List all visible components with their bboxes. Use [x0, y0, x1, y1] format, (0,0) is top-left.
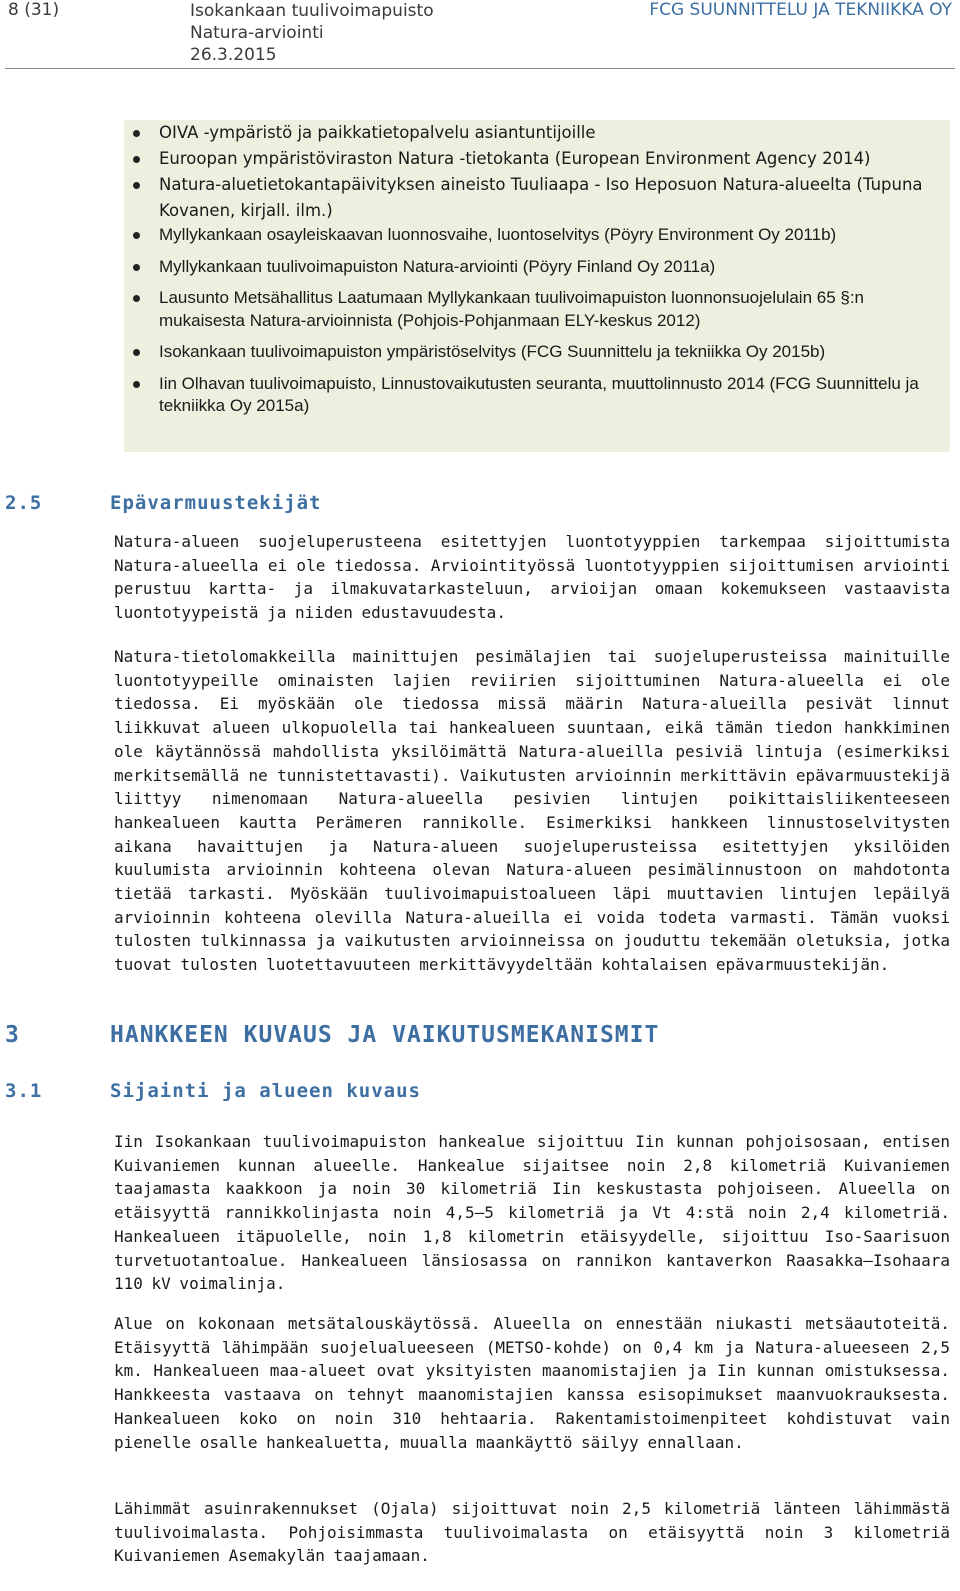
paragraph: Natura-tietolomakkeilla mainittujen pesimälajien tai suojeluperusteissa mainituille luontotyypeille ominaisten lajien reviirien sijoittuminen Natura-alueella ei ole tiedossa. Ei myöskään ole tiedossa missä määrin Natura-alueilla pesivät linnut liikkuvat alueen ulkopuolella tai hankealueen suuntaan, eikä tämän tiedon hankkiminen ole käytännössä mahdollista yksilöimättä Natura-alueilla pesiviä lintuja (esimerkiksi merkitsemällä ne tunnistettavasti). Vaikutusten arvioinnin merkittävin epävarmuustekijä liittyy nimenomaan Natura-alueella pesivien lintujen poikittaisliikenteeseen hankealueen kautta Perämeren rannikolle. Esimerkiksi hankkeen linnustoselvitysten aikana havaittujen ja Natura-alueen suojeluperusteissa esitettyjen yksilöiden kuulumista arvioinnin kohteena olevan Natura-alueen pesimälinnustoon on mahdotonta tietää tarkasti. Myöskään tuulivoimapuistoalueen läpi muuttavien lintujen lepäilyä arvioinnin kohteena olevilla Natura-alueilla ei voida todeta varmasti. Tämän vuoksi tulosten tulkinnassa ja vaikutusten arvioinneissa on jouduttu tekemään oletuksia, jotka tuovat tulosten luotettavuuteen merkittävyydeltään kohtalaisen epävarmuustekijän.: [114, 647, 950, 975]
list-item: Isokankaan tuulivoimapuiston ympäristöselvitys (FCG Suunnittelu ja tekniikka Oy 2015b): [124, 341, 950, 364]
section-number: 2.5: [5, 492, 43, 514]
sources-list-primary: [124, 120, 950, 224]
document-subtitle: Natura-arviointi: [190, 23, 324, 43]
list-item: Myllykankaan tuulivoimapuiston Natura-arviointi (Pöyry Finland Oy 2011a): [124, 256, 950, 279]
bullet-icon: [133, 232, 140, 239]
sources-list-secondary: [124, 224, 950, 418]
list-item: Euroopan ympäristöviraston Natura -tietokanta (European Environment Agency 2014): [124, 146, 950, 172]
paragraph: Alue on kokonaan metsätalouskäytössä. Alueella on ennestään niukasti metsäautoteitä. Etäisyyttä lähimpään suojelualueeseen (METSO-kohde) on 0,4 km ja Natura-alueeseen 2,5 km. Hankealueen maa-alueet ovat yksityisten maanomistajien ja Iin kunnan omistuksessa. Hankkeesta vastaava on tehnyt maanomistajien kanssa esisopimukset maanvuokrauksesta. Hankealueen koko on noin 310 hehtaaria. Rakentamistoimenpiteet kohdistuvat vain pienelle osalle hankealuetta, muualla maankäyttö säilyy ennallaan.: [114, 1314, 950, 1452]
document-date: 26.3.2015: [190, 45, 277, 65]
list-item: Myllykankaan osayleiskaavan luonnosvaihe, luontoselvitys (Pöyry Environment Oy 2011b): [124, 224, 950, 247]
bullet-icon: [133, 182, 140, 189]
page-header: [0, 0, 960, 70]
header-divider: [5, 68, 955, 69]
list-item: OIVA -ympäristö ja paikkatietopalvelu asiantuntijoille: [124, 120, 950, 146]
list-item: Lausunto Metsähallitus Laatumaan Myllykankaan tuulivoimapuiston luonnonsuojelulain 65 §:n mukaisesta Natura-arvioinnista (Pohjois-Pohjanmaan ELY-keskus 2012): [124, 287, 950, 332]
section-heading-3-1: [5, 1080, 605, 1106]
document-title: Isokankaan tuulivoimapuisto: [190, 1, 434, 21]
bullet-icon: [133, 295, 140, 302]
section-number: 3: [5, 1022, 20, 1048]
document-info: [190, 0, 434, 66]
company-name: FCG SUUNNITTELU JA TEKNIIKKA OY: [649, 0, 952, 20]
bullet-icon: [133, 156, 140, 163]
paragraph: Natura-alueen suojeluperusteena esitettyjen luontotyyppien tarkempaa sijoittumista Natura-alueella ei ole tiedossa. Arviointityössä luontotyyppien sijoittumisen arviointi perustuu kartta- ja ilmakuvatarkasteluun, arvioijan omaan kokemukseen vastaavista luontotyypeistä ja niiden edustavuudesta.: [114, 532, 950, 623]
chapter-heading-3: [5, 1022, 905, 1054]
bullet-icon: [133, 349, 140, 356]
bullet-icon: [133, 130, 140, 137]
page-number: 8 (31): [8, 0, 60, 20]
paragraph: Lähimmät asuinrakennukset (Ojala) sijoittuvat noin 2,5 kilometriä länteen lähimmästä tuulivoimalasta. Pohjoisimmasta tuulivoimalasta on etäisyyttä noin 3 kilometriä Kuivaniemen Asemakylän taajamaan.: [114, 1499, 950, 1566]
sources-box: [124, 120, 950, 452]
section-title: Epävarmuustekijät: [110, 492, 322, 514]
list-item: Natura-aluetietokantapäivityksen aineisto Tuuliaapa - Iso Heposuon Natura-alueelta (Tupuna Kovanen, kirjall. ilm.): [124, 172, 950, 224]
bullet-icon: [133, 381, 140, 388]
section-title: Sijainti ja alueen kuvaus: [110, 1080, 421, 1102]
paragraph: Iin Isokankaan tuulivoimapuiston hankealue sijoittuu Iin kunnan pohjoisosaan, entisen Kuivaniemen kunnan alueelle. Hankealue sijaitsee noin 2,8 kilometriä Kuivaniemen taajamasta kaakkoon ja noin 30 kilometriä Iin keskustasta pohjoiseen. Alueella on etäisyyttä rannikkolinjasta noin 4,5–5 kilometriä ja Vt 4:stä noin 2,4 kilometriä. Hankealueen itäpuolelle, noin 1,8 kilometrin etäisyydelle, sijoittuu Iso-Saarisuon turvetuotantoalue. Hankealueen länsiosassa on rannikon kantaverkon Raasakka–Isohaara 110 kV voimalinja.: [114, 1132, 950, 1294]
section-heading-2-5: [5, 492, 605, 518]
list-item: Iin Olhavan tuulivoimapuisto, Linnustovaikutusten seuranta, muuttolinnusto 2014 (FCG Suunnittelu ja tekniikka Oy 2015a): [124, 373, 950, 418]
bullet-icon: [133, 264, 140, 271]
section-title: HANKKEEN KUVAUS JA VAIKUTUSMEKANISMIT: [110, 1022, 660, 1048]
section-number: 3.1: [5, 1080, 43, 1102]
